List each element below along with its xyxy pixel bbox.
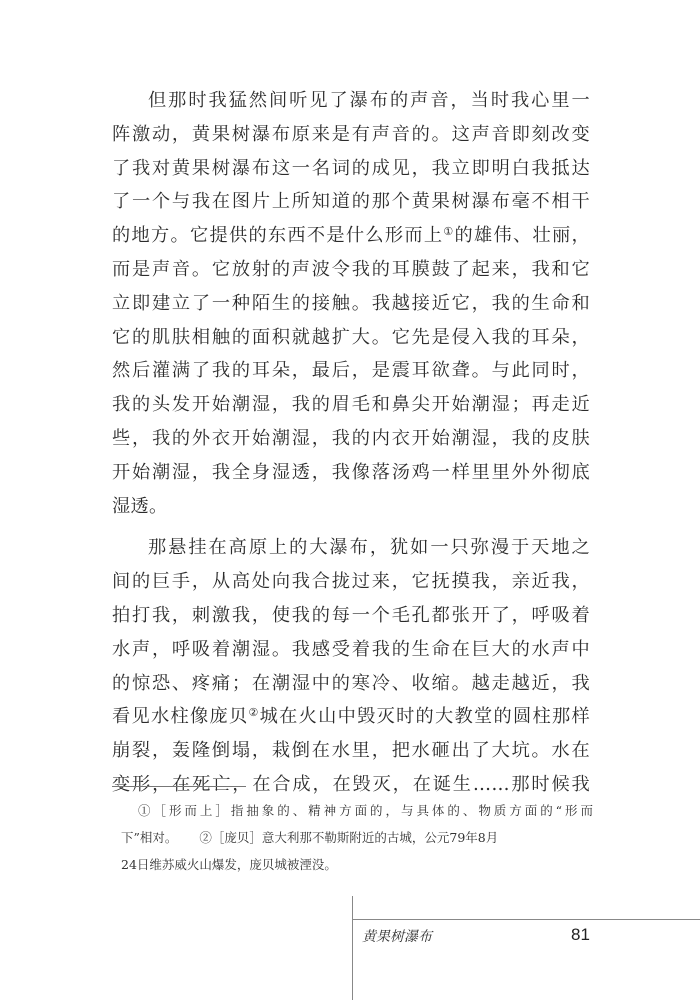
footnote-line: ①［形而上］指抽象的、精神方面的，与具体的、物质方面的“形而: [138, 803, 593, 818]
running-title: 黄果树瀑布: [362, 929, 432, 945]
text-line: 那悬挂在高原上的大瀑布，犹如一只弥漫于天地之: [148, 537, 590, 559]
text-line: 立即建立了一种陌生的接触。我越接近它，我的生命和: [112, 292, 590, 314]
text-segment: 城在火山中毁灭时的大教堂的圆柱那样: [259, 706, 590, 728]
footnote-text: 下”相对。: [121, 830, 178, 845]
text-line: 它的肌肤相触的面积就越扩大。它先是侵入我的耳朵，: [112, 326, 590, 348]
text-line: 变形，在死亡，在合成，在毁灭，在诞生……那时候我: [112, 773, 590, 795]
text-line: 我的头发开始潮湿，我的眉毛和鼻尖开始潮湿；再走近: [112, 394, 590, 416]
text-line: 崩裂，轰隆倒塌，栽倒在水里，把水砸出了大坑。水在: [112, 740, 590, 762]
text-line-with-footnote: [112, 219, 590, 253]
text-line: 拍打我，刺激我，使我的每一个毛孔都张开了，呼吸着: [112, 604, 590, 626]
text-line: 而是声音。它放射的声波令我的耳膜鼓了起来，我和它: [112, 258, 590, 280]
text-line: 然后灌满了我的耳朵，最后，是震耳欲聋。与此同时，: [112, 360, 590, 382]
text-segment: 的地方。它提供的东西不是什么形而上: [112, 225, 444, 247]
footnote-line: 24日维苏威火山爆发，庞贝城被湮没。: [121, 857, 337, 872]
text-line: 了我对黄果树瀑布这一名词的成见，我立即明白我抵达: [112, 157, 590, 179]
text-line: 开始潮湿，我全身湿透，我像落汤鸡一样里里外外彻底: [112, 461, 590, 483]
page-number: 81: [571, 925, 590, 944]
text-line: 间的巨手，从高处向我合拢过来，它抚摸我，亲近我，: [112, 571, 590, 593]
footnote-line: [121, 824, 593, 851]
footnote-divider: [112, 786, 246, 787]
footnote-ref-1: ①: [443, 225, 455, 239]
text-line: 水声，呼吸着潮湿。我感受着我的生命在巨大的水声中: [112, 638, 590, 660]
paragraph-1: [112, 84, 590, 523]
text-line: 的惊恐、疼痛；在潮湿中的寒冷、收缩。越走越近，我: [112, 672, 590, 694]
main-text: [112, 84, 590, 810]
footnote-ref-2: ②: [248, 706, 260, 720]
text-line-with-footnote: [112, 700, 590, 734]
text-line: 湿透。: [112, 495, 168, 517]
paragraph-2: [112, 531, 590, 801]
text-segment: 的雄伟、壮丽，: [454, 225, 590, 247]
footer-divider-horizontal: [352, 919, 700, 920]
footer-divider-vertical: [352, 896, 353, 1000]
text-line: 阵激动，黄果树瀑布原来是有声音的。这声音即刻改变: [112, 123, 590, 145]
text-segment: 看见水柱像庞贝: [112, 706, 249, 728]
text-line: 但那时我猛然间听见了瀑布的声音，当时我心里一: [148, 90, 590, 111]
text-line: 了一个与我在图片上所知道的那个黄果树瀑布毫不相干: [112, 191, 590, 213]
footnote-text: ②［庞贝］意大利那不勒斯附近的古城，公元79年8月: [199, 830, 499, 845]
text-line: 些，我的外衣开始潮湿，我的内衣开始潮湿，我的皮肤: [112, 427, 590, 449]
footnotes: [121, 797, 593, 878]
